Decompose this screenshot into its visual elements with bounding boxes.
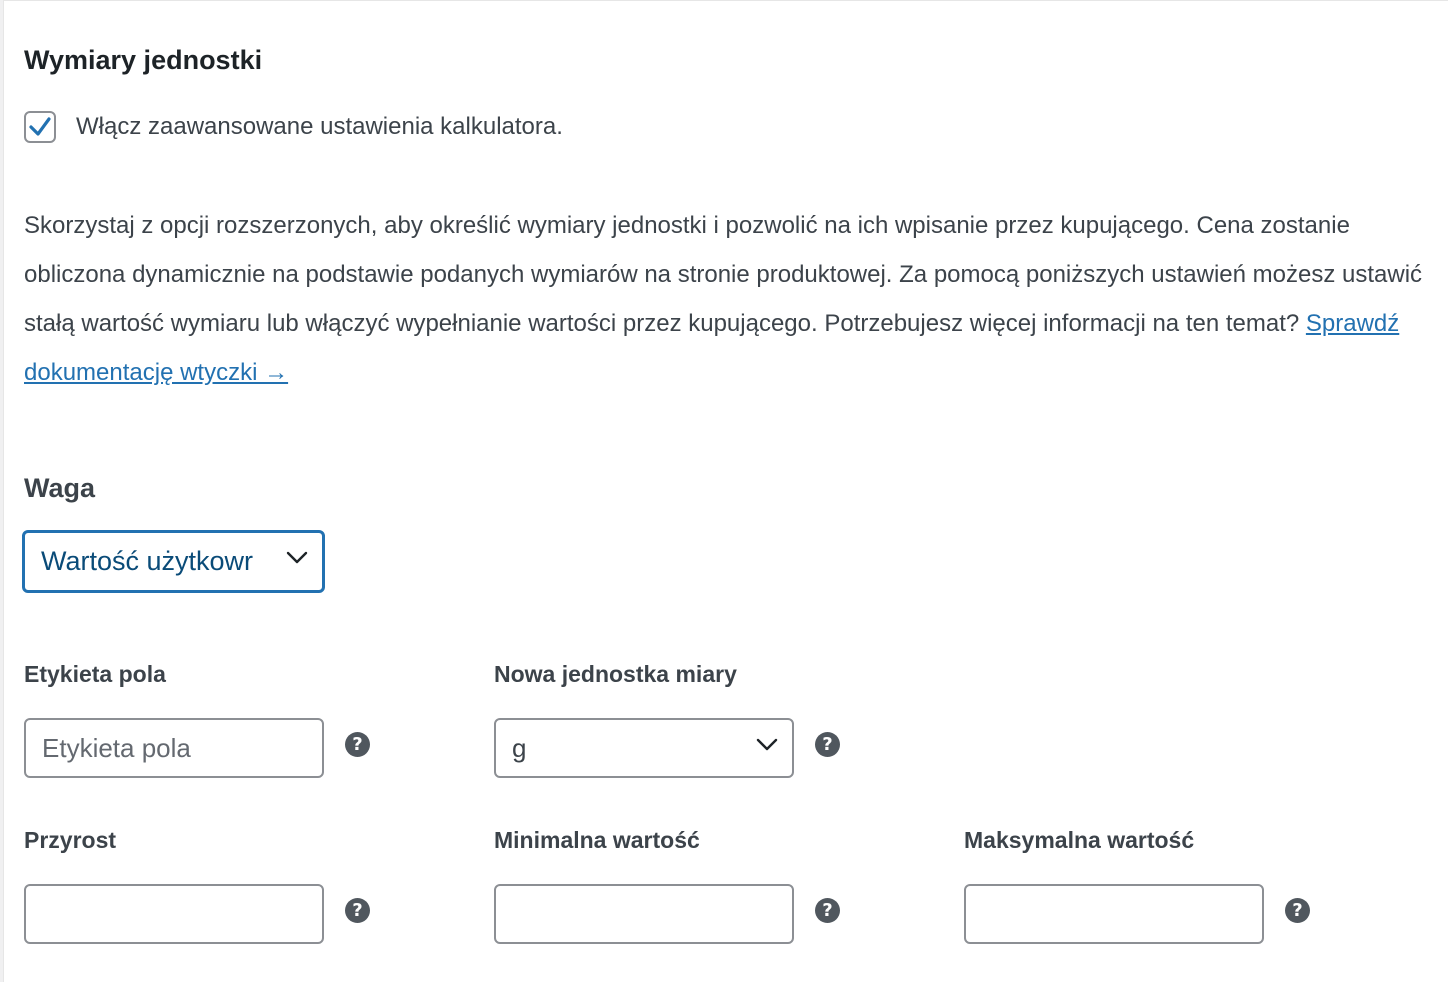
chevron-down-icon (756, 738, 778, 752)
advanced-settings-row (24, 111, 563, 143)
help-icon[interactable]: ? (345, 732, 370, 757)
help-icon[interactable]: ? (345, 898, 370, 923)
field-label-placeholder: Etykieta pola (42, 732, 191, 763)
section-title: Wymiary jednostki (24, 45, 263, 75)
help-icon[interactable]: ? (1285, 898, 1310, 923)
checkmark-icon (28, 116, 52, 138)
chevron-down-icon (286, 551, 308, 565)
weight-mode-select[interactable] (22, 530, 325, 593)
weight-mode-value: Wartość użytkowr (41, 546, 254, 576)
advanced-settings-label[interactable]: Włącz zaawansowane ustawienia kalkulatora. (76, 113, 563, 140)
field-label-input[interactable] (24, 718, 324, 778)
min-value-title: Minimalna wartość (494, 827, 700, 853)
increment-title: Przyrost (24, 827, 117, 853)
documentation-link[interactable]: Sprawdź dokumentację wtyczki → (24, 310, 1400, 386)
weight-heading: Waga (24, 473, 96, 503)
help-icon[interactable]: ? (815, 732, 840, 757)
advanced-settings-checkbox[interactable] (24, 111, 56, 143)
increment-input[interactable] (24, 884, 324, 944)
unit-select-value: g (512, 732, 527, 763)
max-value-input[interactable] (964, 884, 1264, 944)
min-value-input[interactable] (494, 884, 794, 944)
description-text (24, 201, 1434, 397)
field-label-title: Etykieta pola (24, 661, 166, 687)
help-icon[interactable]: ? (815, 898, 840, 923)
max-value-title: Maksymalna wartość (964, 827, 1195, 853)
unit-title: Nowa jednostka miary (494, 661, 737, 687)
settings-panel (3, 0, 1448, 982)
description-body: Skorzystaj z opcji rozszerzonych, aby określić wymiary jednostki i pozwolić na ich wpisanie przez kupującego. Cena zostanie obliczona dynamicznie na podstawie podanych wymiarów na stronie produktowej. Za pomocą poniższych ustawień możesz ustawić stałą wartość wymiaru lub włączyć wypełnianie wartości przez kupującego. Potrzebujesz więcej informacji na ten temat? (24, 212, 1423, 337)
unit-select[interactable] (494, 718, 794, 778)
